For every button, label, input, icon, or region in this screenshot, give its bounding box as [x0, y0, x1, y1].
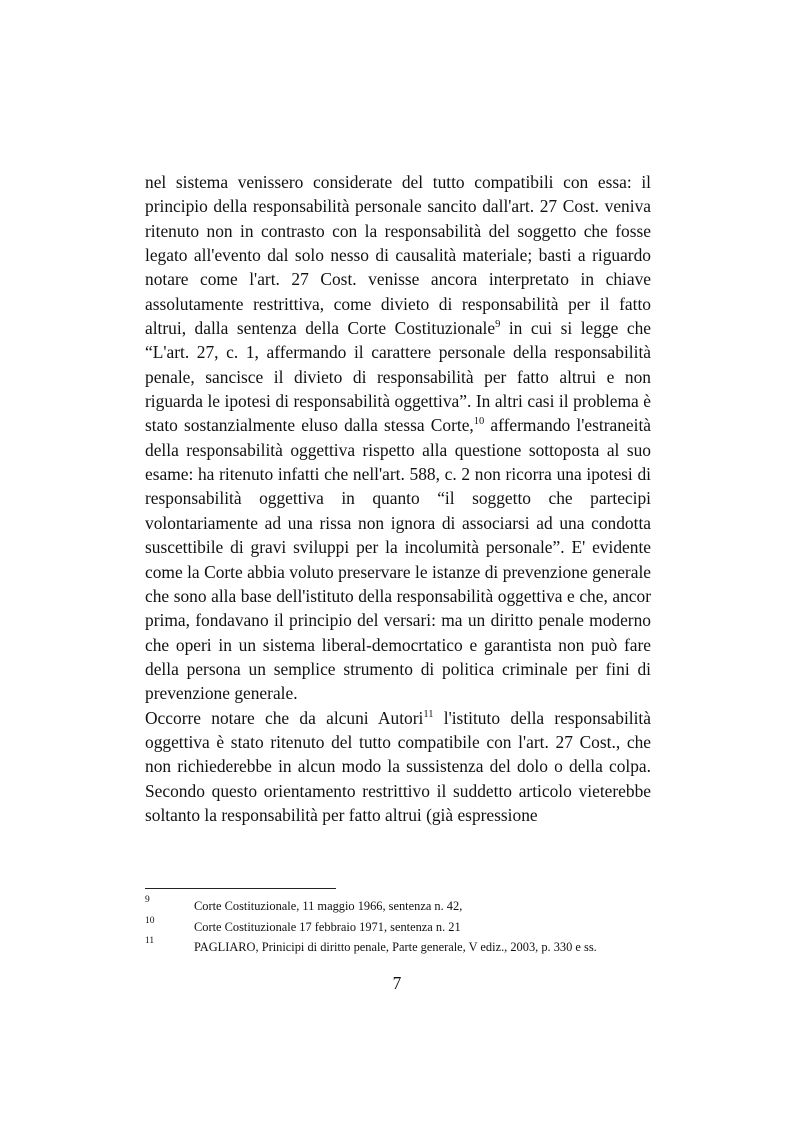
- footnote-number: 10: [145, 915, 155, 926]
- footnote-number: 9: [145, 895, 150, 905]
- paragraph-1: [145, 170, 651, 706]
- footnote-text: Corte Costituzionale, 11 maggio 1966, sentenza n. 42,: [194, 899, 463, 913]
- footnote-ref-10[interactable]: 10: [473, 416, 485, 428]
- footnote-separator: [145, 888, 336, 889]
- paragraph-1-part-c: affermando l'estraneità della responsabilità oggettiva rispetto alla questione sottoposta al suo esame: ha ritenuto infatti che nell'art. 588, c. 2 non ricorra una ipotesi di responsabilità oggettiva in quanto “il soggetto che partecipi volontariamente ad una rissa non ignora di associarsi ad una condotta suscettibile di gravi sviluppi per la incolumità personale”. E' evidente come la Corte abbia voluto preservare le istanze di prevenzione generale che sono alla base dell'istituto della responsabilità oggettiva e che, ancor prima, fondavano il principio del versari: ma un diritto penale moderno che operi in un sistema liberal-democrtatico e garantista non può fare della persona un semplice strumento di politica criminale per fini di prevenzione generale.: [145, 415, 651, 704]
- footnote-ref-11[interactable]: 11: [423, 708, 434, 720]
- footnote-ref-9[interactable]: 9: [495, 319, 501, 331]
- body-text: [145, 170, 651, 827]
- footnotes: [145, 896, 665, 958]
- paragraph-2-part-a: Occorre notare che da alcuni Autori: [145, 707, 424, 728]
- footnote-text: PAGLIARO, Prinicipi di diritto penale, Parte generale, V ediz., 2003, p. 330 e ss.: [194, 940, 597, 954]
- page-number: 7: [392, 973, 402, 993]
- paragraph-1-part-a: nel sistema venissero considerate del tutto compatibili con essa: il principio della responsabilità personale sancito dall'art. 27 Cost. veniva ritenuto non in contrasto con la responsabilità del soggetto che fosse legato all'evento dal solo nesso di causalità materiale; basti a riguardo notare come l'art. 27 Cost. venisse ancora interpretato in chiave assolutamente restrittiva, come divieto di responsabilità per il fatto altrui, dalla sentenza della Corte Costituzionale: [145, 172, 651, 339]
- footnote-number: 11: [145, 936, 155, 946]
- footnote-9: [145, 896, 665, 917]
- paragraph-2-part-b: l'istituto della responsabilità oggettiva è stato ritenuto del tutto compatibile con l'art. 27 Cost., che non richiederebbe in alcun modo la sussistenza del dolo o della colpa. Secondo questo orientamento restrittivo il suddetto articolo vieterebbe soltanto la responsabilità per fatto altrui (già espressione: [145, 707, 651, 825]
- footnote-10: [145, 917, 665, 938]
- footnote-text: Corte Costituzionale 17 febbraio 1971, sentenza n. 21: [194, 919, 461, 934]
- paragraph-1-part-b: in cui si legge che “L'art. 27, c. 1, affermando il carattere personale della responsabilità penale, sancisce il divieto di responsabilità per fatto altrui e non riguarda le ipotesi di responsabilità oggettiva”. In altri casi il problema è stato sostanzialmente eluso dalla stessa Corte,: [145, 318, 651, 436]
- paragraph-2: [145, 706, 651, 828]
- footnote-11: [145, 937, 665, 958]
